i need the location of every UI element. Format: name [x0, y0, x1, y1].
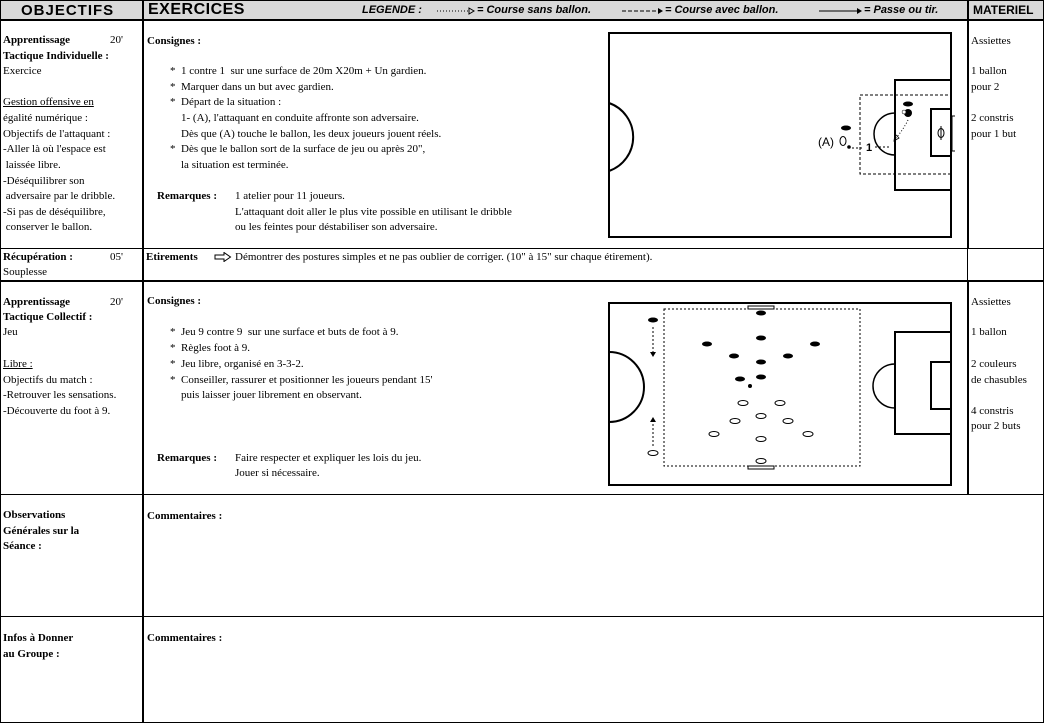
left-border	[0, 0, 1, 723]
row1-obj-subtitle: Gestion offensive en	[3, 96, 94, 108]
row3-obj-line-2: -Découverte du foot à 9.	[3, 405, 111, 417]
header-bottom-border	[0, 19, 1044, 21]
row2-bottom-border	[0, 280, 1044, 282]
row1-consigne-0: * 1 contre 1 sur une surface de 20m X20m + Un gardien.	[170, 65, 427, 77]
legend-dashed-arrow	[620, 6, 664, 16]
row3-obj-duration: 20'	[110, 296, 123, 308]
row3-bottom-border	[0, 494, 1044, 495]
row1-consigne-3: 1- (A), l'attaquant en conduite affronte son adversaire.	[170, 112, 419, 124]
row2-obj-duration: 05'	[110, 251, 123, 263]
table-bottom-border	[0, 722, 1044, 723]
row3-consigne-2: * Jeu libre, organisé en 3-3-2.	[170, 358, 304, 370]
row1-pitch-diagram	[605, 30, 955, 240]
row1-materiel-2: 1 ballon	[971, 65, 1007, 77]
row3-remarques-label: Remarques :	[157, 452, 217, 464]
row1-diagram-label-1: 1	[866, 142, 873, 154]
materiel-col-border-row2	[967, 249, 968, 281]
row2-etirements-label: Etirements	[146, 251, 198, 263]
row5-obj-line-1: au Groupe :	[3, 648, 60, 660]
materiel-col-border-row3	[967, 281, 969, 495]
row3-obj-line-1: -Retrouver les sensations.	[3, 389, 117, 401]
row1-consignes-label: Consignes :	[147, 35, 202, 47]
row1-remarque-2: ou les feintes pour déstabiliser son adversaire.	[235, 221, 438, 233]
row1-obj-title1: Apprentissage	[3, 34, 71, 46]
legend-dotted-arrow	[435, 6, 475, 16]
row3-consigne-1: * Règles foot à 9.	[170, 342, 251, 354]
row1-obj-line-6: -Si pas de déséquilibre,	[3, 206, 106, 218]
objectifs-col-border	[142, 0, 144, 723]
row3-obj-title1: Apprentissage	[3, 296, 71, 308]
row1-materiel-6: pour 1 but	[971, 128, 1017, 140]
row1-obj-line-2: -Aller là où l'espace est	[3, 143, 106, 155]
row3-materiel-4: 2 couleurs	[971, 358, 1017, 370]
row1-materiel-5: 2 constris	[971, 112, 1014, 124]
row1-remarques-label: Remarques :	[157, 190, 217, 202]
row1-obj-type: Exercice	[3, 65, 42, 77]
row5-obj-line-0: Infos à Donner	[3, 632, 74, 644]
row1-remarque-0: 1 atelier pour 11 joueurs.	[235, 190, 345, 202]
right-arrow-icon	[214, 252, 232, 262]
row3-consigne-0: * Jeu 9 contre 9 sur une surface et buts de foot à 9.	[170, 326, 399, 338]
exercices-header	[144, 1, 967, 19]
row3-obj-line-0: Objectifs du match :	[3, 374, 93, 386]
row1-obj-line-4: -Déséquilibrer son	[3, 175, 85, 187]
materiel-header	[969, 1, 1043, 19]
row3-remarque-0: Faire respecter et expliquer les lois du jeu.	[235, 452, 422, 464]
row3-obj-subtitle: Libre :	[3, 358, 33, 370]
row5-commentaires-label: Commentaires :	[147, 632, 223, 644]
row3-materiel-5: de chasubles	[971, 374, 1027, 386]
row1-obj-line-7: conserver le ballon.	[3, 221, 93, 233]
row2-obj-sub: Souplesse	[3, 266, 47, 278]
row1-consigne-4: Dès que (A) touche le ballon, les deux joueurs jouent réels.	[170, 128, 442, 140]
legend-text-3: = Passe ou tir.	[864, 4, 939, 16]
row1-consigne-2: * Départ de la situation :	[170, 96, 282, 108]
row2-etirements-text: Démontrer des postures simples et ne pas oublier de corriger. (10" à 15" sur chaque étirement).	[235, 251, 653, 263]
legend-text-2: = Course avec ballon.	[665, 4, 779, 16]
row1-consigne-5: * Dès que le ballon sort de la surface de jeu ou après 20",	[170, 143, 426, 155]
row3-consigne-4: puis laisser jouer librement en observant.	[170, 389, 362, 401]
row3-materiel-7: 4 constris	[971, 405, 1014, 417]
row3-remarque-1: Jouer si nécessaire.	[235, 467, 320, 479]
row3-obj-type: Jeu	[3, 326, 18, 338]
row3-materiel-8: pour 2 buts	[971, 420, 1021, 432]
row3-consigne-3: * Conseiller, rassurer et positionner les joueurs pendant 15'	[170, 374, 433, 386]
exercices-header-label: EXERCICES	[148, 1, 245, 18]
row3-consignes-label: Consignes :	[147, 295, 202, 307]
legend-solid-arrow	[817, 6, 863, 16]
row4-obj-line-1: Générales sur la	[3, 525, 80, 537]
row3-obj-title2: Tactique Collectif :	[3, 311, 93, 323]
row3-pitch-diagram	[605, 300, 955, 490]
row1-consigne-1: * Marquer dans un but avec gardien.	[170, 81, 334, 93]
row4-obj-line-0: Observations	[3, 509, 66, 521]
row1-consigne-6: la situation est terminée.	[170, 159, 289, 171]
row1-materiel-3: pour 2	[971, 81, 1000, 93]
row2-obj-title: Récupération :	[3, 251, 73, 263]
row1-remarque-1: L'attaquant doit aller le plus vite possible en utilisant le dribble	[235, 206, 512, 218]
objectifs-header	[1, 1, 142, 19]
materiel-header-label: MATERIEL	[973, 3, 1034, 17]
row1-diagram-label-a: (A)	[818, 135, 834, 149]
row1-materiel-0: Assiettes	[971, 35, 1011, 47]
row4-obj-line-2: Séance :	[3, 540, 42, 552]
legend-text-1: = Course sans ballon.	[477, 4, 592, 16]
row1-obj-duration: 20'	[110, 34, 123, 46]
objectifs-header-label: OBJECTIFS	[21, 2, 115, 19]
row4-commentaires-label: Commentaires :	[147, 510, 223, 522]
row1-obj-title2: Tactique Individuelle :	[3, 50, 109, 62]
row1-obj-line-3: laissée libre.	[3, 159, 61, 171]
row3-materiel-2: 1 ballon	[971, 326, 1007, 338]
row1-obj-line-1: Objectifs de l'attaquant :	[3, 128, 111, 140]
materiel-col-border-top	[967, 0, 969, 249]
legend-label: LEGENDE :	[362, 4, 422, 16]
row3-materiel-0: Assiettes	[971, 296, 1011, 308]
row1-obj-line-5: adversaire par le dribble.	[3, 190, 116, 202]
row1-obj-line-0: égalité numérique :	[3, 112, 88, 124]
row4-bottom-border	[0, 616, 1044, 617]
